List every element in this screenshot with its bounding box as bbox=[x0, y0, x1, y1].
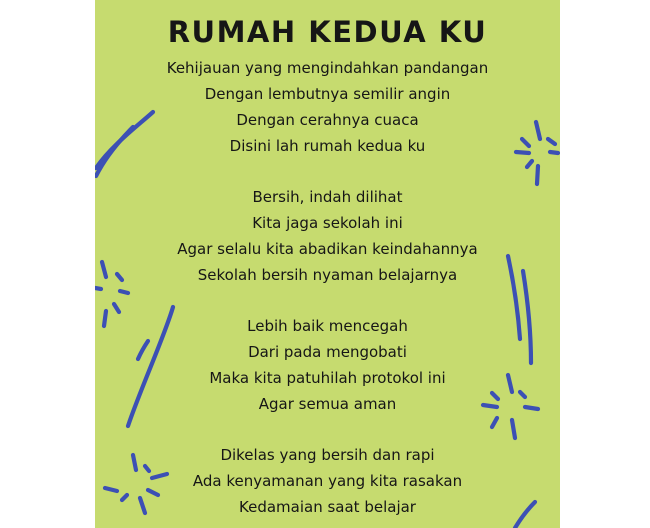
poem-title: RUMAH KEDUA KU bbox=[167, 15, 488, 49]
stanza-1 bbox=[95, 55, 560, 159]
poem-line: Disini lah rumah kedua ku bbox=[229, 137, 426, 155]
poem-line: Dari pada mengobati bbox=[248, 343, 407, 361]
stanza-4 bbox=[95, 442, 560, 520]
poem-line: Kita jaga sekolah ini bbox=[252, 214, 403, 232]
poem-line: Kedamaian saat belajar bbox=[239, 498, 416, 516]
poem-line: Kehijauan yang mengindahkan pandangan bbox=[166, 59, 489, 77]
poem-line: Sekolah bersih nyaman belajarnya bbox=[197, 266, 458, 284]
poem-line: Ada kenyamanan yang kita rasakan bbox=[192, 472, 463, 490]
stanza-3 bbox=[95, 313, 560, 417]
poem-line: Dengan lembutnya semilir angin bbox=[204, 85, 451, 103]
poem-line: Bersih, indah dilihat bbox=[252, 188, 403, 206]
poem-content bbox=[95, 0, 560, 520]
poem-line: Agar selalu kita abadikan keindahannya bbox=[177, 240, 478, 258]
poem-poster bbox=[95, 0, 560, 528]
poem-line: Agar semua aman bbox=[258, 395, 397, 413]
poem-line: Dengan cerahnya cuaca bbox=[236, 111, 419, 129]
poem-line: Lebih baik mencegah bbox=[247, 317, 408, 335]
poem-line: Dikelas yang bersih dan rapi bbox=[220, 446, 435, 464]
poem-line: Maka kita patuhilah protokol ini bbox=[209, 369, 446, 387]
stanza-2 bbox=[95, 184, 560, 288]
